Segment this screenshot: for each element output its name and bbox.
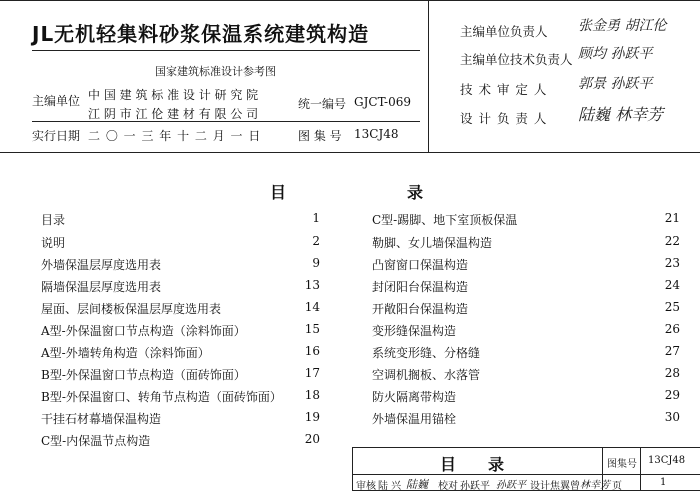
- toc-page: 20: [304, 432, 320, 446]
- toc-item[interactable]: B型-外保温窗口、转角节点构造（面砖饰面）: [41, 390, 282, 404]
- editor-line-2: 江 阴 市 江 伦 建 材 有 限 公 司: [88, 107, 259, 121]
- toc-page: 23: [664, 256, 680, 270]
- code-label: 统一编号: [298, 97, 347, 111]
- toc-item[interactable]: B型-外保温窗口节点构造（面砖饰面）: [41, 368, 246, 382]
- toc-page: 14: [304, 300, 320, 314]
- document-title: JL无机轻集料砂浆保温系统建筑构造: [32, 22, 370, 46]
- toc-page: 29: [664, 388, 680, 402]
- toc-item[interactable]: 外墙保温层厚度选用表: [41, 258, 162, 272]
- document-subtitle: 国家建筑标准设计参考图: [155, 65, 276, 78]
- footer-title: 目 录: [440, 455, 505, 474]
- header-divider: [428, 0, 429, 152]
- toc-page: 25: [664, 300, 680, 314]
- toc-page: 19: [304, 410, 320, 424]
- toc-page: 18: [304, 388, 320, 402]
- footer-check-label: 校对: [438, 481, 458, 492]
- toc-heading-right: 录: [407, 183, 424, 202]
- toc-heading-left: 目: [270, 183, 287, 202]
- toc-item[interactable]: 开敞阳台保温构造: [372, 302, 469, 316]
- date-value: 二 〇 一 三 年 十 二 月 一 日: [88, 129, 262, 143]
- toc-item[interactable]: 目录: [41, 213, 66, 227]
- editor-label: 主编单位: [32, 94, 81, 108]
- code-value: GJCT-069: [354, 95, 411, 109]
- editor-line-1: 中 国 建 筑 标 准 设 计 研 究 院: [88, 88, 259, 102]
- date-label: 实行日期: [32, 129, 81, 143]
- title-underline: [32, 50, 420, 51]
- footer-review-label: 审核: [356, 481, 376, 492]
- toc-item[interactable]: 干挂石材幕墙保温构造: [41, 412, 162, 426]
- toc-page: 17: [304, 366, 320, 380]
- resp-label-4: 设 计 负 责 人: [460, 111, 548, 126]
- signature-3: 郭景 孙跃平: [578, 76, 653, 92]
- toc-page: 16: [304, 344, 320, 358]
- toc-item[interactable]: C型-内保温节点构造: [41, 434, 151, 448]
- toc-item[interactable]: A型-外保温窗口节点构造（涂料饰面）: [41, 324, 246, 338]
- toc-item[interactable]: C型-踢脚、地下室顶板保温: [372, 213, 518, 227]
- footer-top-line: [352, 447, 700, 448]
- toc-page: 26: [664, 322, 680, 336]
- footer-reviewer-name: 陆 兴: [378, 481, 402, 492]
- toc-page: 1: [312, 211, 320, 225]
- atlas-value: 13CJ48: [354, 127, 399, 141]
- toc-item[interactable]: 隔墙保温层厚度选用表: [41, 280, 162, 294]
- footer-designer-name: 焦翼曾: [550, 481, 580, 492]
- footer-page-number: 1: [660, 477, 667, 488]
- atlas-label: 图 集 号: [298, 129, 342, 143]
- toc-item[interactable]: 屋面、层间楼板保温层厚度选用表: [41, 302, 222, 316]
- footer-page-label: 页: [612, 481, 622, 492]
- footer-design-label: 设计: [530, 481, 550, 492]
- toc-item[interactable]: 防火隔离带构造: [372, 390, 457, 404]
- toc-page: 9: [312, 256, 320, 270]
- signature-1: 张金勇 胡江伦: [578, 18, 667, 34]
- toc-page: 30: [664, 410, 680, 424]
- toc-item[interactable]: 外墙保温用锚栓: [372, 412, 457, 426]
- toc-item[interactable]: 勒脚、女儿墙保温构造: [372, 236, 493, 250]
- meta-separator: [32, 121, 420, 122]
- footer-atlas-value: 13CJ48: [648, 455, 686, 466]
- toc-item[interactable]: 变形缝保温构造: [372, 324, 457, 338]
- footer-checker-name: 孙跃平: [460, 481, 490, 492]
- footer-atlas-label: 图集号: [607, 459, 637, 470]
- signature-4: 陆巍 林幸芳: [578, 105, 664, 124]
- footer-mid-line: [352, 474, 700, 475]
- frame-top: [0, 0, 700, 1]
- toc-item[interactable]: 系统变形缝、分格缝: [372, 346, 481, 360]
- resp-label-1: 主编单位负责人: [460, 24, 548, 39]
- signature-2: 顾均 孙跃平: [578, 46, 653, 62]
- toc-page: 27: [664, 344, 680, 358]
- toc-page: 22: [664, 234, 680, 248]
- toc-page: 28: [664, 366, 680, 380]
- toc-page: 21: [664, 211, 680, 225]
- resp-label-3: 技 术 审 定 人: [460, 82, 548, 97]
- toc-item[interactable]: 封闭阳台保温构造: [372, 280, 469, 294]
- footer-checker-signature: 孙跃平: [496, 480, 526, 491]
- footer-reviewer-signature: 陆巍: [406, 478, 428, 491]
- footer-left-edge: [352, 447, 353, 491]
- resp-label-2: 主编单位技术负责人: [460, 52, 573, 67]
- toc-item[interactable]: 说明: [41, 236, 66, 250]
- footer-designer-signature: 林幸芳: [580, 480, 610, 491]
- toc-page: 24: [664, 278, 680, 292]
- toc-item[interactable]: A型-外墙转角构造（涂料饰面）: [41, 346, 210, 360]
- toc-item[interactable]: 凸窗窗口保温构造: [372, 258, 469, 272]
- toc-page: 2: [312, 234, 320, 248]
- footer-divider-2: [640, 447, 641, 491]
- toc-page: 15: [304, 322, 320, 336]
- header-separator: [0, 152, 700, 153]
- toc-item[interactable]: 空调机搁板、水落管: [372, 368, 481, 382]
- toc-page: 13: [304, 278, 320, 292]
